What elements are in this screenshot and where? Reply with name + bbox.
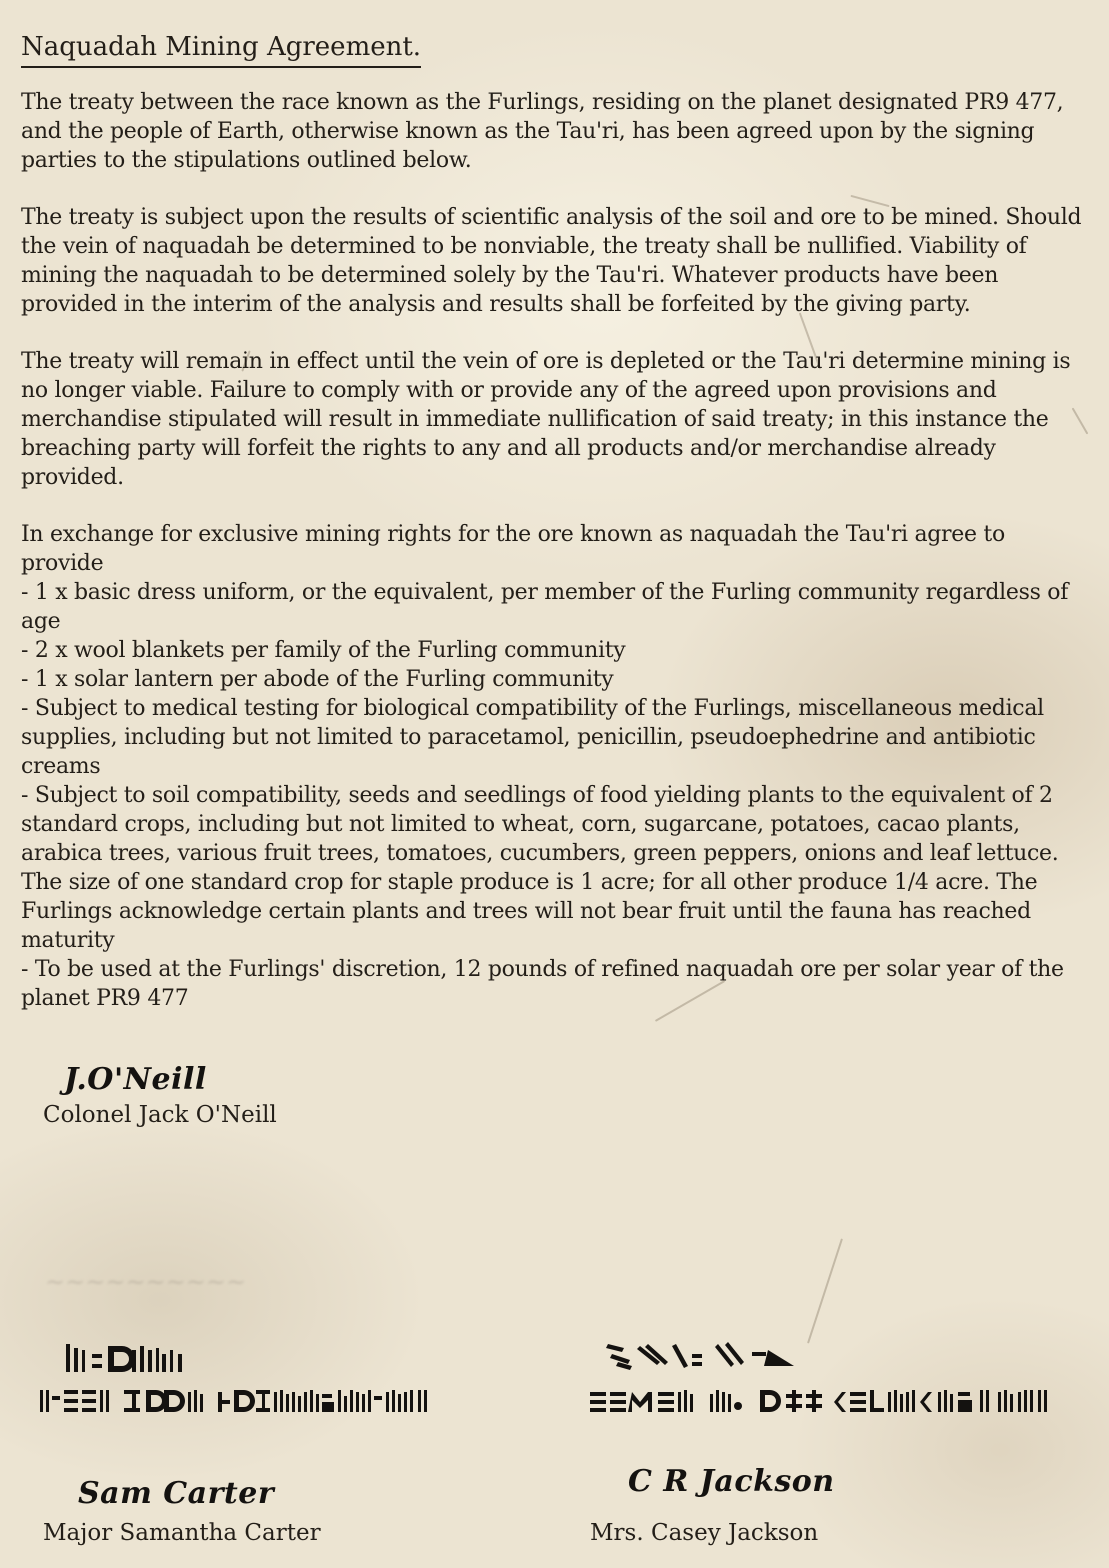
oneill-signature: J.O'Neill — [64, 1062, 207, 1097]
treaty-condition-analysis: The treaty is subject upon the results of scientific analysis of the soil and ore to be mined. Should the vein of naquadah be determined to be nonviable, the treaty shall be nullified. Viability of mining the naquadah to be determined solely by the Tau'ri. Whatever products have been provided in the interim of the analysis and results shall be forfeited by the giving party. — [21, 205, 1082, 317]
provision-item: - To be used at the Furlings' discretion, 12 pounds of refined naquadah ore per solar year of the planet PR9 477 — [21, 957, 1064, 1011]
provision-item: - 2 x wool blankets per family of the Furling community — [21, 638, 626, 663]
carter-signature: Sam Carter — [78, 1476, 275, 1511]
document-title: Naquadah Mining Agreement. — [21, 30, 421, 68]
exchange-intro: In exchange for exclusive mining rights for the ore known as naquadah the Tau'ri agree to provide — [21, 522, 1005, 576]
treaty-duration-clause: The treaty will remain in effect until the vein of ore is depleted or the Tau'ri determine mining is no longer viable. Failure to comply with or provide any of the agreed upon provisions and merchandise stipulated will result in immediate nullification of said treaty; in this instance the breaching party will forfeit the rights to any and all products and/or merchandise already provided. — [21, 349, 1071, 490]
provision-item: - 1 x basic dress uniform, or the equivalent, per member of the Furling community regardless of age — [21, 580, 1069, 634]
provision-item: - Subject to medical testing for biological compatibility of the Furlings, miscellaneous medical supplies, including but not limited to paracetamol, penicillin, pseudoephedrine and antibiotic creams — [21, 696, 1044, 779]
agreement-document — [21, 30, 1086, 1013]
carter-name: Major Samantha Carter — [43, 1520, 321, 1546]
furling-glyph-signature-icon — [588, 1336, 1068, 1420]
faded-ghost-signature: ~~~~~~~~~~ — [45, 1268, 247, 1296]
provision-item: - Subject to soil compatibility, seeds and seedlings of food yielding plants to the equivalent of 2 standard crops, including but not limited to wheat, corn, sugarcane, potatoes, cacao plants, arabica trees, various fruit trees, tomatoes, cucumbers, green peppers, onions and leaf lettuce. The size of one standard crop for staple produce is 1 acre; for all other produce 1/4 acre. The Furlings acknowledge certain plants and trees will not bear fruit until the fauna has reached maturity — [21, 783, 1059, 953]
furling-glyph-signature-icon — [38, 1340, 438, 1420]
jackson-signature: C R Jackson — [628, 1464, 835, 1499]
paper-fiber — [807, 1238, 843, 1343]
provisions-list — [21, 578, 1086, 1013]
oneill-name: Colonel Jack O'Neill — [43, 1102, 277, 1128]
treaty-preamble: The treaty between the race known as the Furlings, residing on the planet designated PR9 477, and the people of Earth, otherwise known as the Tau'ri, has been agreed upon by the signing parties to the stipulations outlined below. — [21, 90, 1064, 173]
jackson-name: Mrs. Casey Jackson — [590, 1520, 819, 1546]
provision-item: - 1 x solar lantern per abode of the Furling community — [21, 667, 614, 692]
